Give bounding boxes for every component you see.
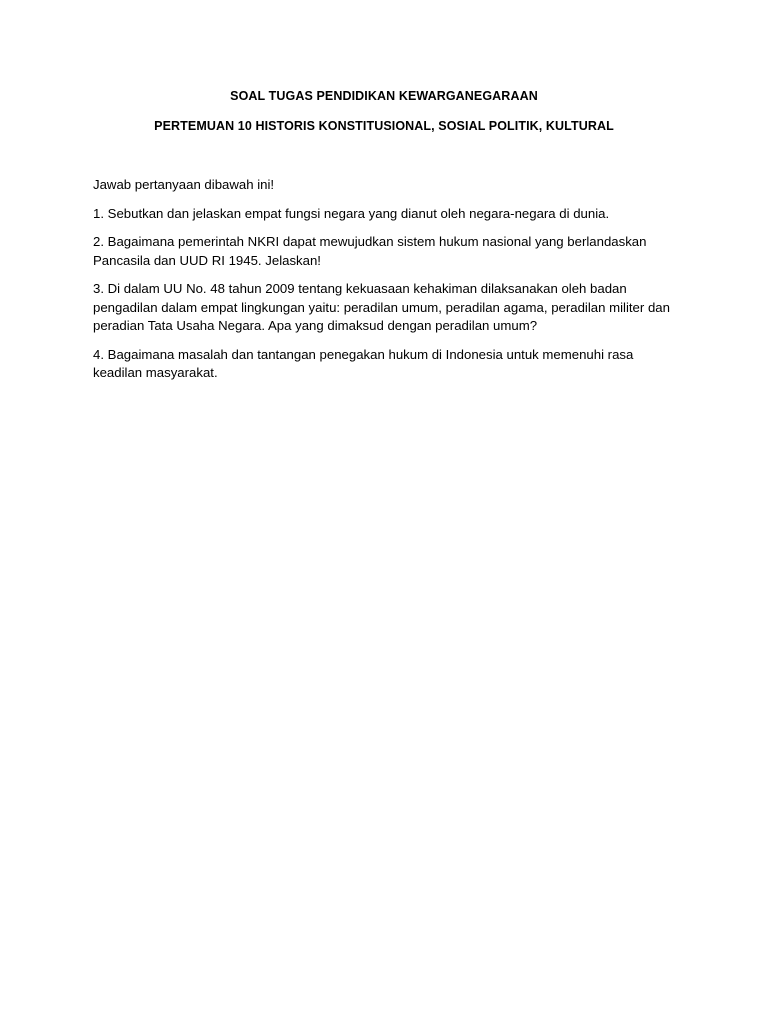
document-title: SOAL TUGAS PENDIDIKAN KEWARGANEGARAAN bbox=[230, 89, 538, 103]
document-subtitle: PERTEMUAN 10 HISTORIS KONSTITUSIONAL, SOSIAL POLITIK, KULTURAL bbox=[154, 119, 614, 133]
question-4: 4. Bagaimana masalah dan tantangan penegakan hukum di Indonesia untuk memenuhi rasa keadilan masyarakat. bbox=[93, 346, 634, 380]
question-3: 3. Di dalam UU No. 48 tahun 2009 tentang kekuasaan kehakiman dilaksanakan oleh badan pengadilan dalam empat lingkungan yaitu: peradilan umum, peradilan agama, peradilan militer dan peradian Tata Usaha Negara. Apa yang dimaksud dengan peradilan umum? bbox=[93, 281, 670, 333]
instruction-text: Jawab pertanyaan dibawah ini! bbox=[93, 177, 275, 192]
question-1: 1. Sebutkan dan jelaskan empat fungsi negara yang dianut oleh negara-negara di dunia. bbox=[93, 205, 610, 221]
document-body bbox=[93, 176, 683, 393]
question-2: 2. Bagaimana pemerintah NKRI dapat mewujudkan sistem hukum nasional yang berlandaskan Pancasila dan UUD RI 1945. Jelaskan! bbox=[93, 234, 647, 268]
